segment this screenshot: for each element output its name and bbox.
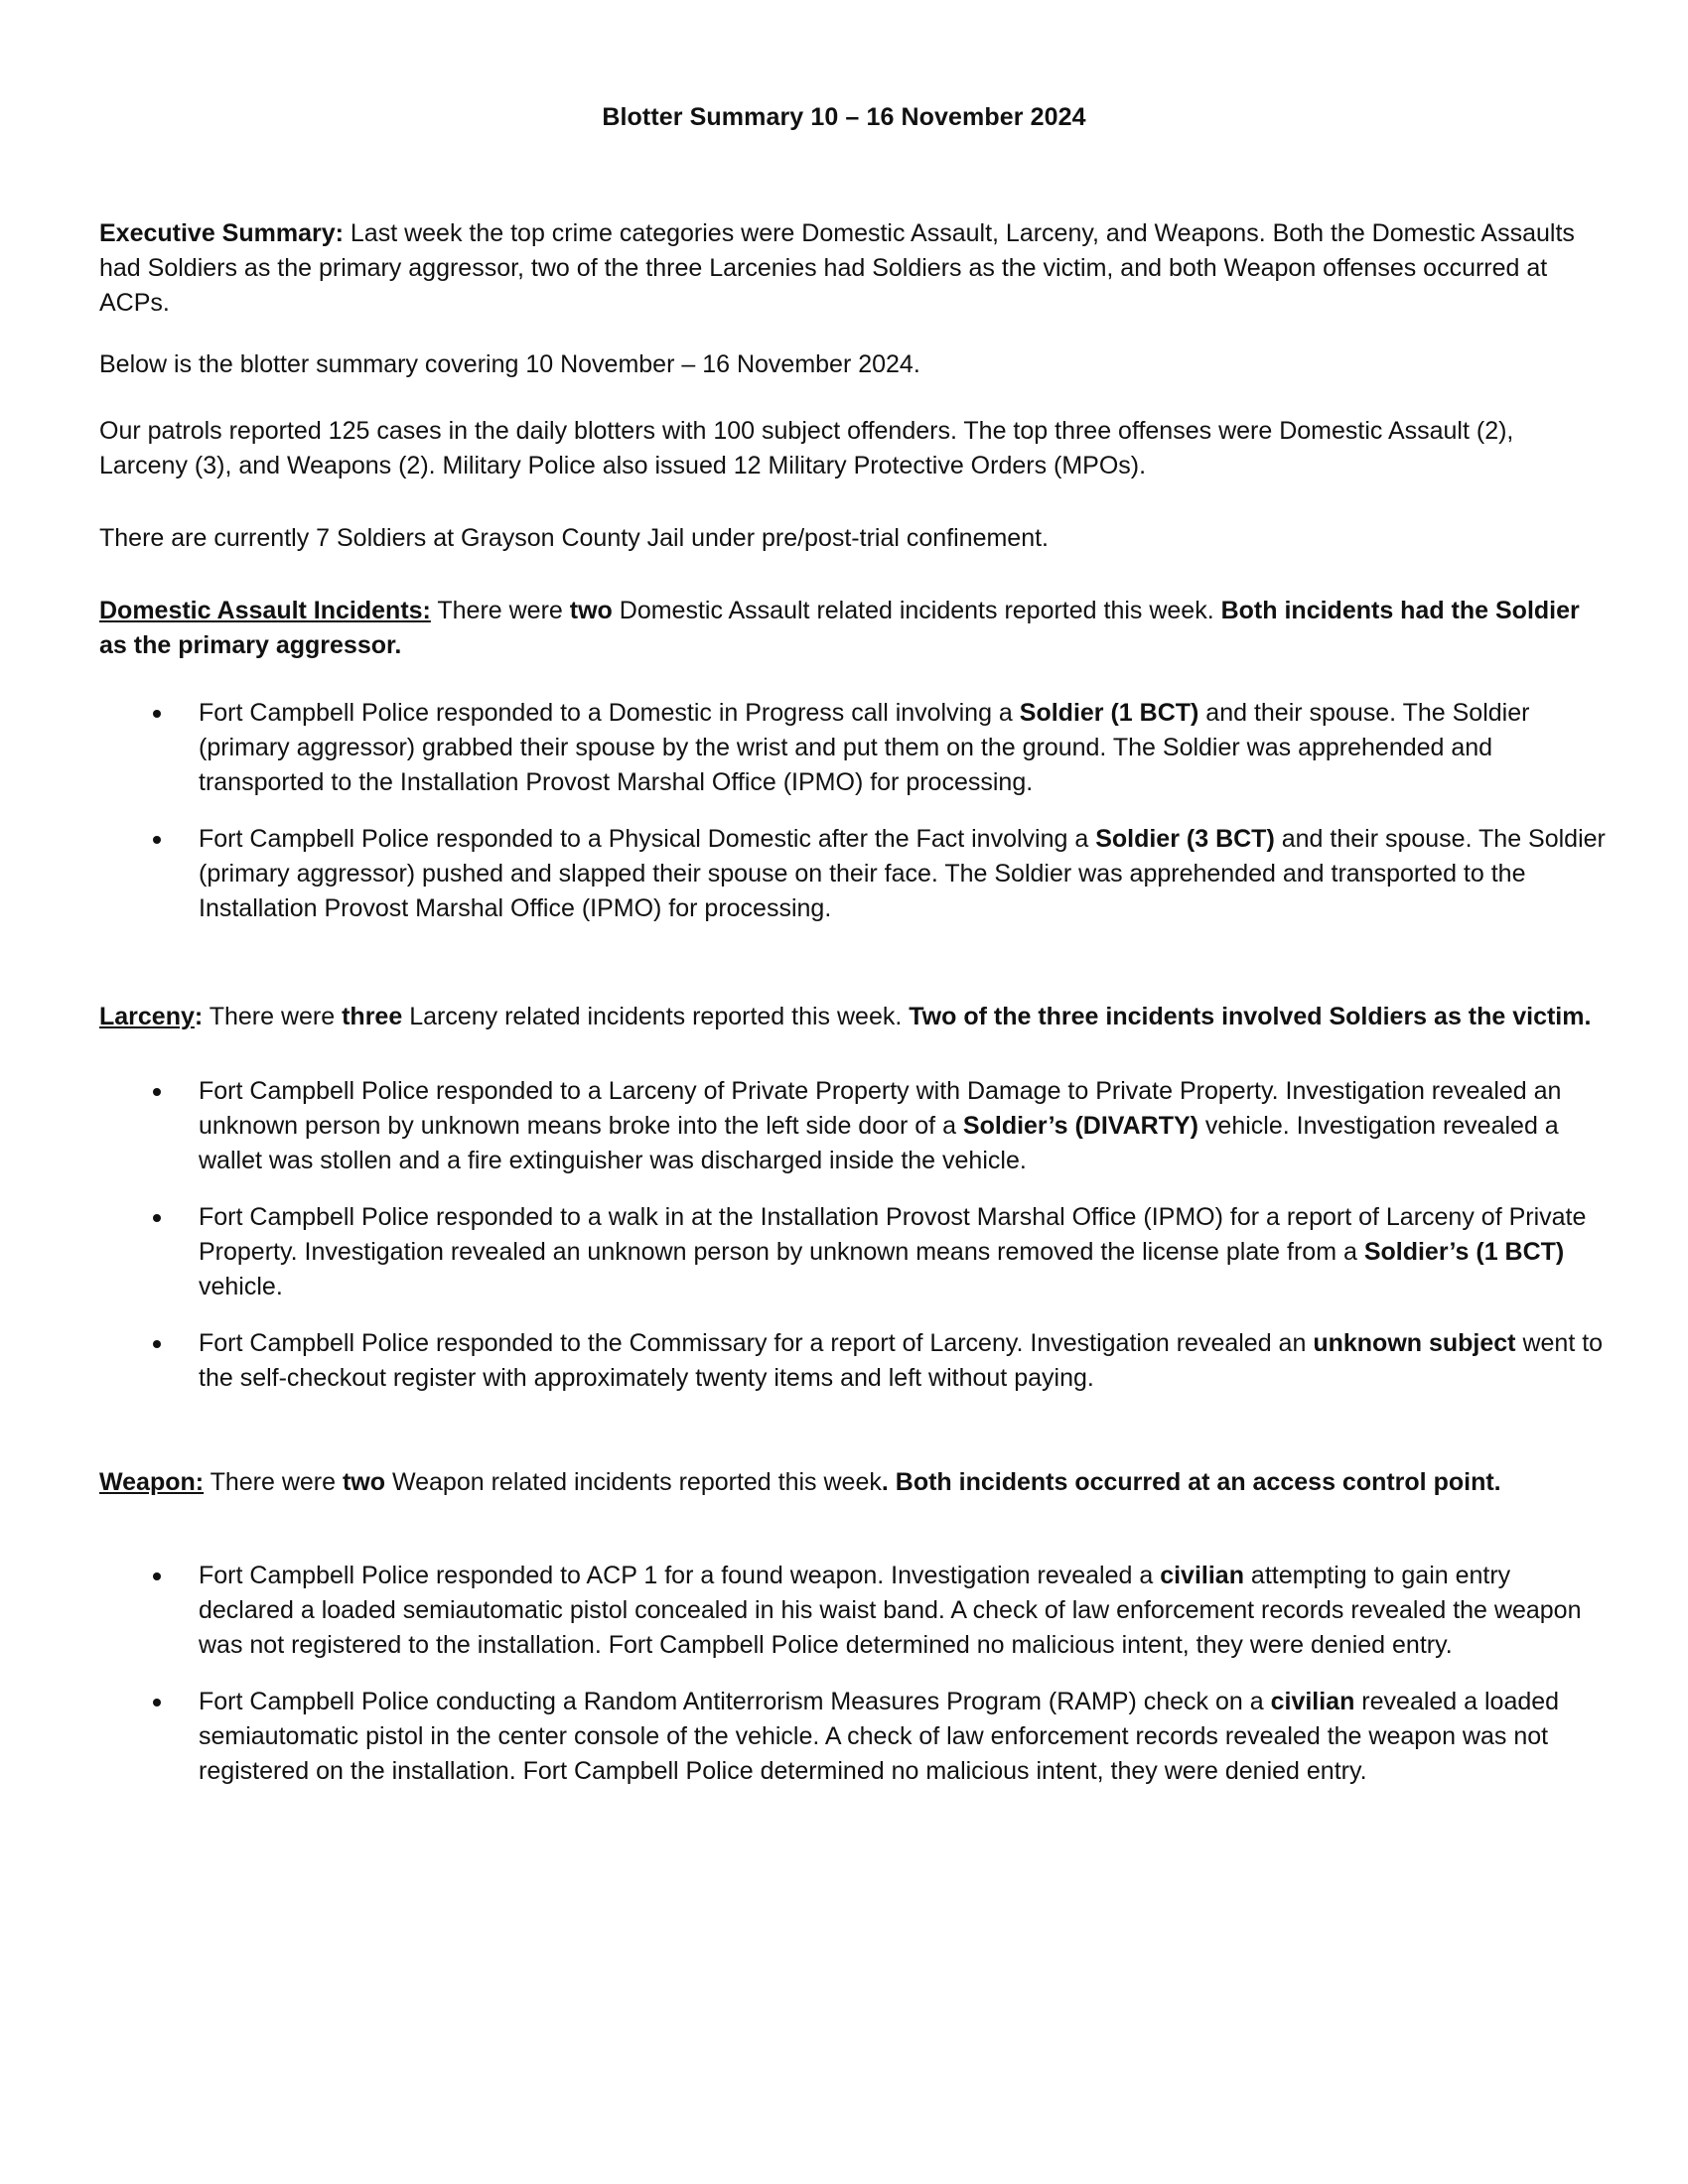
domestic-count: two [569, 597, 613, 624]
bullet-icon [153, 836, 161, 844]
executive-summary-label: Executive Summary: [99, 219, 344, 247]
item-text: and their spouse. The Soldier (primary aggressor) pushed and slapped their spouse on their face. The Soldier was apprehended and transported to the Installation Provost Marshal Office (IPMO) for processing. [199, 825, 1606, 922]
larceny-intro-b: Larceny related incidents reported this week. [402, 1003, 910, 1030]
item-text: revealed a loaded semiautomatic pistol in the center console of the vehicle. A check of law enforcement records revealed the weapon was not registered on the installation. Fort Campbell Police determined no malicious intent, they were denied entry. [199, 1688, 1560, 1785]
item-text: and their spouse. The Soldier (primary aggressor) grabbed their spouse by the wrist and put them on the ground. The Soldier was apprehended and transported to the Installation Provost Marshal Office (IPMO) for processing. [199, 699, 1530, 796]
larceny-count: three [342, 1003, 403, 1030]
item-text: Fort Campbell Police responded to ACP 1 for a found weapon. Investigation revealed a [199, 1562, 1161, 1589]
weapon-section-heading: Weapon: [99, 1468, 205, 1496]
item-subject: Soldier (1 BCT) [1019, 699, 1199, 727]
larceny-section-intro [99, 1000, 1609, 1034]
larceny-section-heading: Larceny [99, 1003, 195, 1030]
list-item [99, 1559, 1609, 1663]
list-item [99, 1685, 1609, 1789]
item-text: Fort Campbell Police responded to a Physical Domestic after the Fact involving a [199, 825, 1096, 853]
item-text: vehicle. [199, 1273, 283, 1300]
domestic-incident-list [99, 696, 1609, 926]
list-item [99, 822, 1609, 926]
list-item [99, 696, 1609, 800]
item-text: Fort Campbell Police responded to the Commissary for a report of Larceny. Investigation revealed an [199, 1329, 1314, 1357]
executive-summary [99, 216, 1609, 321]
list-item [99, 1326, 1609, 1396]
jail-status: There are currently 7 Soldiers at Grayson County Jail under pre/post-trial confinement. [99, 524, 1050, 552]
item-subject: civilian [1160, 1562, 1244, 1589]
page-title: Blotter Summary 10 – 16 November 2024 [602, 103, 1086, 131]
domestic-intro-b: Domestic Assault related incidents reported this week. [612, 597, 1221, 624]
domestic-highlight: Both incidents had the Soldier as the primary aggressor. [99, 597, 1580, 659]
larceny-intro-a: There were [203, 1003, 343, 1030]
domestic-section-heading: Domestic Assault Incidents: [99, 597, 431, 624]
coverage-line: Below is the blotter summary covering 10 November – 16 November 2024. [99, 350, 920, 378]
item-text: Fort Campbell Police conducting a Random Antiterrorism Measures Program (RAMP) check on a [199, 1688, 1271, 1715]
domestic-intro-a: There were [430, 597, 570, 624]
weapon-incident-list [99, 1559, 1609, 1789]
bullet-icon [153, 1340, 161, 1348]
bullet-icon [153, 1572, 161, 1580]
list-item [99, 1074, 1609, 1178]
patrols-summary: Our patrols reported 125 cases in the daily blotters with 100 subject offenders. The top three offenses were Domestic Assault (2), Larceny (3), and Weapons (2). Military Police also issued 12 Military Protective Orders (MPOs). [99, 417, 1514, 479]
bullet-icon [153, 1699, 161, 1706]
item-text: Fort Campbell Police responded to a Larceny of Private Property with Damage to Private Property. Investigation revealed an unknown person by unknown means broke into the left side door of a [199, 1077, 1562, 1140]
larceny-incident-list [99, 1074, 1609, 1396]
bullet-icon [153, 710, 161, 718]
weapon-count: two [342, 1468, 386, 1496]
item-subject: Soldier (3 BCT) [1095, 825, 1275, 853]
item-text: attempting to gain entry declared a loaded semiautomatic pistol concealed in his waist band. A check of law enforcement records revealed the weapon was not registered to the installation. Fort Campbell Police determined no malicious intent, they were denied entry. [199, 1562, 1582, 1659]
domestic-section-intro [99, 594, 1609, 663]
weapon-highlight: . Both incidents occurred at an access control point. [881, 1468, 1501, 1496]
item-subject: civilian [1270, 1688, 1355, 1715]
list-item [99, 1200, 1609, 1304]
weapon-intro-a: There were [204, 1468, 343, 1496]
weapon-intro-b: Weapon related incidents reported this week [385, 1468, 882, 1496]
weapon-section-intro [99, 1465, 1609, 1500]
bullet-icon [153, 1088, 161, 1096]
executive-summary-text: Last week the top crime categories were Domestic Assault, Larceny, and Weapons. Both the Domestic Assaults had Soldiers as the primary aggressor, two of the three Larcenies had Soldiers as the victim, and both Weapon offenses occurred at ACPs. [99, 219, 1575, 317]
item-text: vehicle. Investigation revealed a wallet was stollen and a fire extinguisher was discharged inside the vehicle. [199, 1112, 1559, 1174]
bullet-icon [153, 1214, 161, 1222]
item-subject: Soldier’s (DIVARTY) [962, 1112, 1198, 1140]
item-text: Fort Campbell Police responded to a Domestic in Progress call involving a [199, 699, 1020, 727]
item-subject: Soldier’s (1 BCT) [1363, 1238, 1565, 1266]
larceny-highlight: Two of the three incidents involved Soldiers as the victim. [909, 1003, 1592, 1030]
item-subject: unknown subject [1313, 1329, 1516, 1357]
item-text: went to the self-checkout register with approximately twenty items and left without paying. [199, 1329, 1604, 1392]
larceny-colon: : [194, 1003, 204, 1030]
item-text: Fort Campbell Police responded to a walk in at the Installation Provost Marshal Office (IPMO) for a report of Larceny of Private Property. Investigation revealed an unknown person by unknown means removed the license plate from a [199, 1203, 1587, 1266]
